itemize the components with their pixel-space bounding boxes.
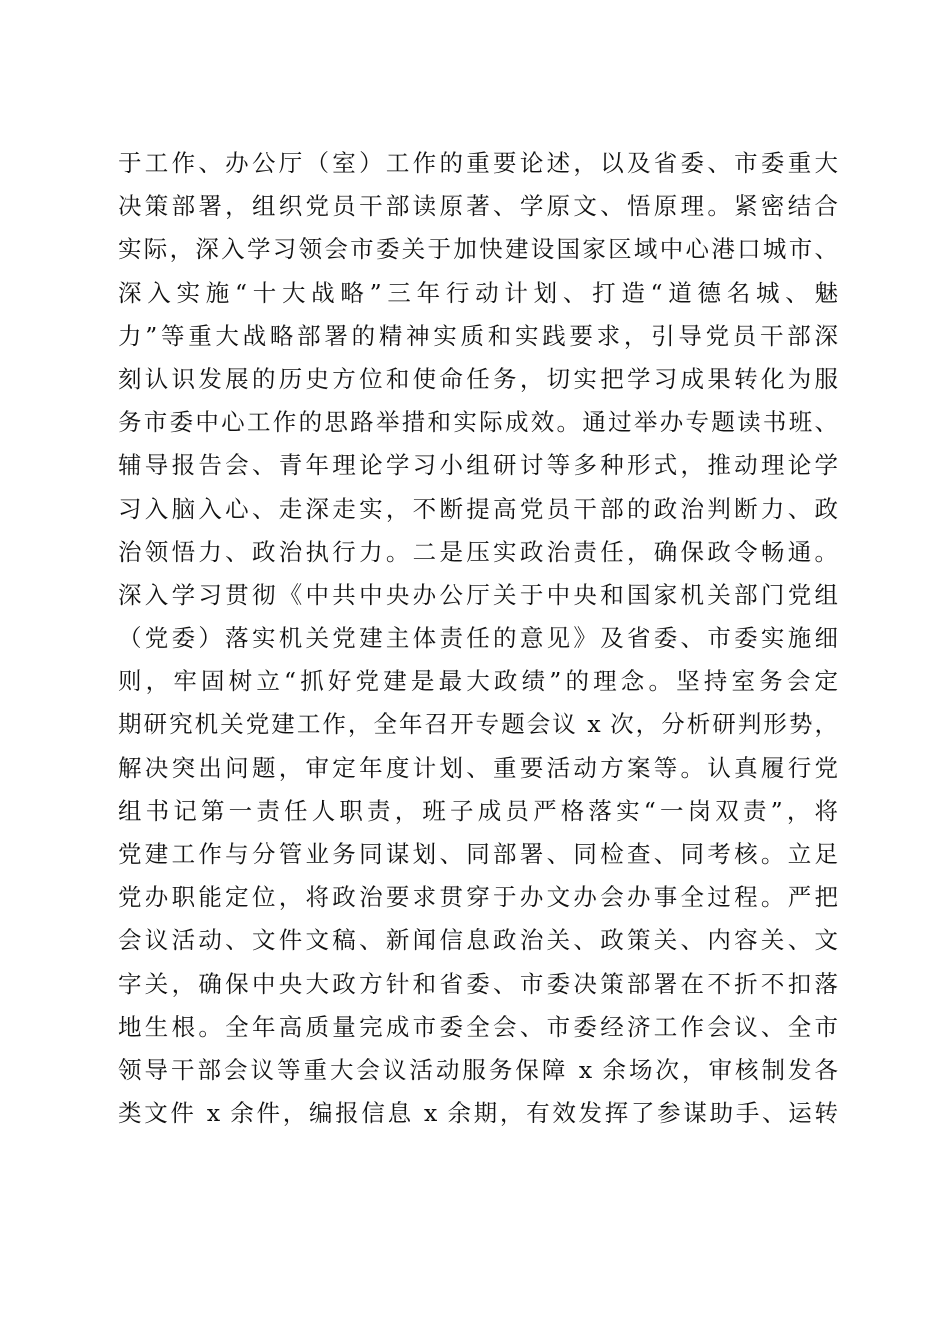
text-line: （党委）落实机关党建主体责任的意见》及省委、市委实施细 [118, 624, 838, 653]
text-line: 辅导报告会、青年理论学习小组研讨等多种形式，推动理论学 [118, 451, 838, 480]
text-line: 解决突出问题，审定年度计划、重要活动方案等。认真履行党 [118, 753, 838, 782]
text-line: 务市委中心工作的思路举措和实际成效。通过举办专题读书班、 [118, 408, 838, 437]
body-text [118, 142, 838, 1135]
text-line: 决策部署，组织党员干部读原著、学原文、悟原理。紧密结合 [118, 192, 838, 221]
text-line: 于工作、办公厅（室）工作的重要论述，以及省委、市委重大 [118, 149, 838, 177]
text-line: 领导干部会议等重大会议活动服务保障 x 余场次，审核制发各 [118, 1055, 838, 1084]
text-line: 深入实施“十大战略”三年行动计划、打造“道德名城、魅 [118, 278, 838, 307]
text-line: 类文件 x 余件，编报信息 x 余期，有效发挥了参谋助手、运转 [118, 1099, 838, 1128]
text-line: 则，牢固树立“抓好党建是最大政绩”的理念。坚持室务会定 [118, 667, 838, 696]
text-line: 深入学习贯彻《中共中央办公厅关于中央和国家机关部门党组 [118, 580, 838, 609]
text-line: 力”等重大战略部署的精神实质和实践要求，引导党员干部深 [118, 321, 838, 350]
text-line: 会议活动、文件文稿、新闻信息政治关、政策关、内容关、文 [118, 926, 838, 955]
text-line: 实际，深入学习领会市委关于加快建设国家区域中心港口城市、 [118, 235, 838, 264]
text-line: 习入脑入心、走深走实，不断提高党员干部的政治判断力、政 [118, 494, 838, 523]
text-line: 地生根。全年高质量完成市委全会、市委经济工作会议、全市 [118, 1012, 838, 1041]
text-line: 治领悟力、政治执行力。二是压实政治责任，确保政令畅通。 [118, 537, 838, 566]
text-line: 党建工作与分管业务同谋划、同部署、同检查、同考核。立足 [118, 840, 838, 868]
text-line: 字关，确保中央大政方针和省委、市委决策部署在不折不扣落 [118, 969, 838, 998]
text-line: 组书记第一责任人职责，班子成员严格落实“一岗双责”，将 [118, 796, 838, 825]
text-line: 期研究机关党建工作，全年召开专题会议 x 次，分析研判形势， [118, 710, 838, 739]
text-line: 刻认识发展的历史方位和使命任务，切实把学习成果转化为服 [118, 364, 838, 393]
text-line: 党办职能定位，将政治要求贯穿于办文办会办事全过程。严把 [118, 883, 838, 912]
